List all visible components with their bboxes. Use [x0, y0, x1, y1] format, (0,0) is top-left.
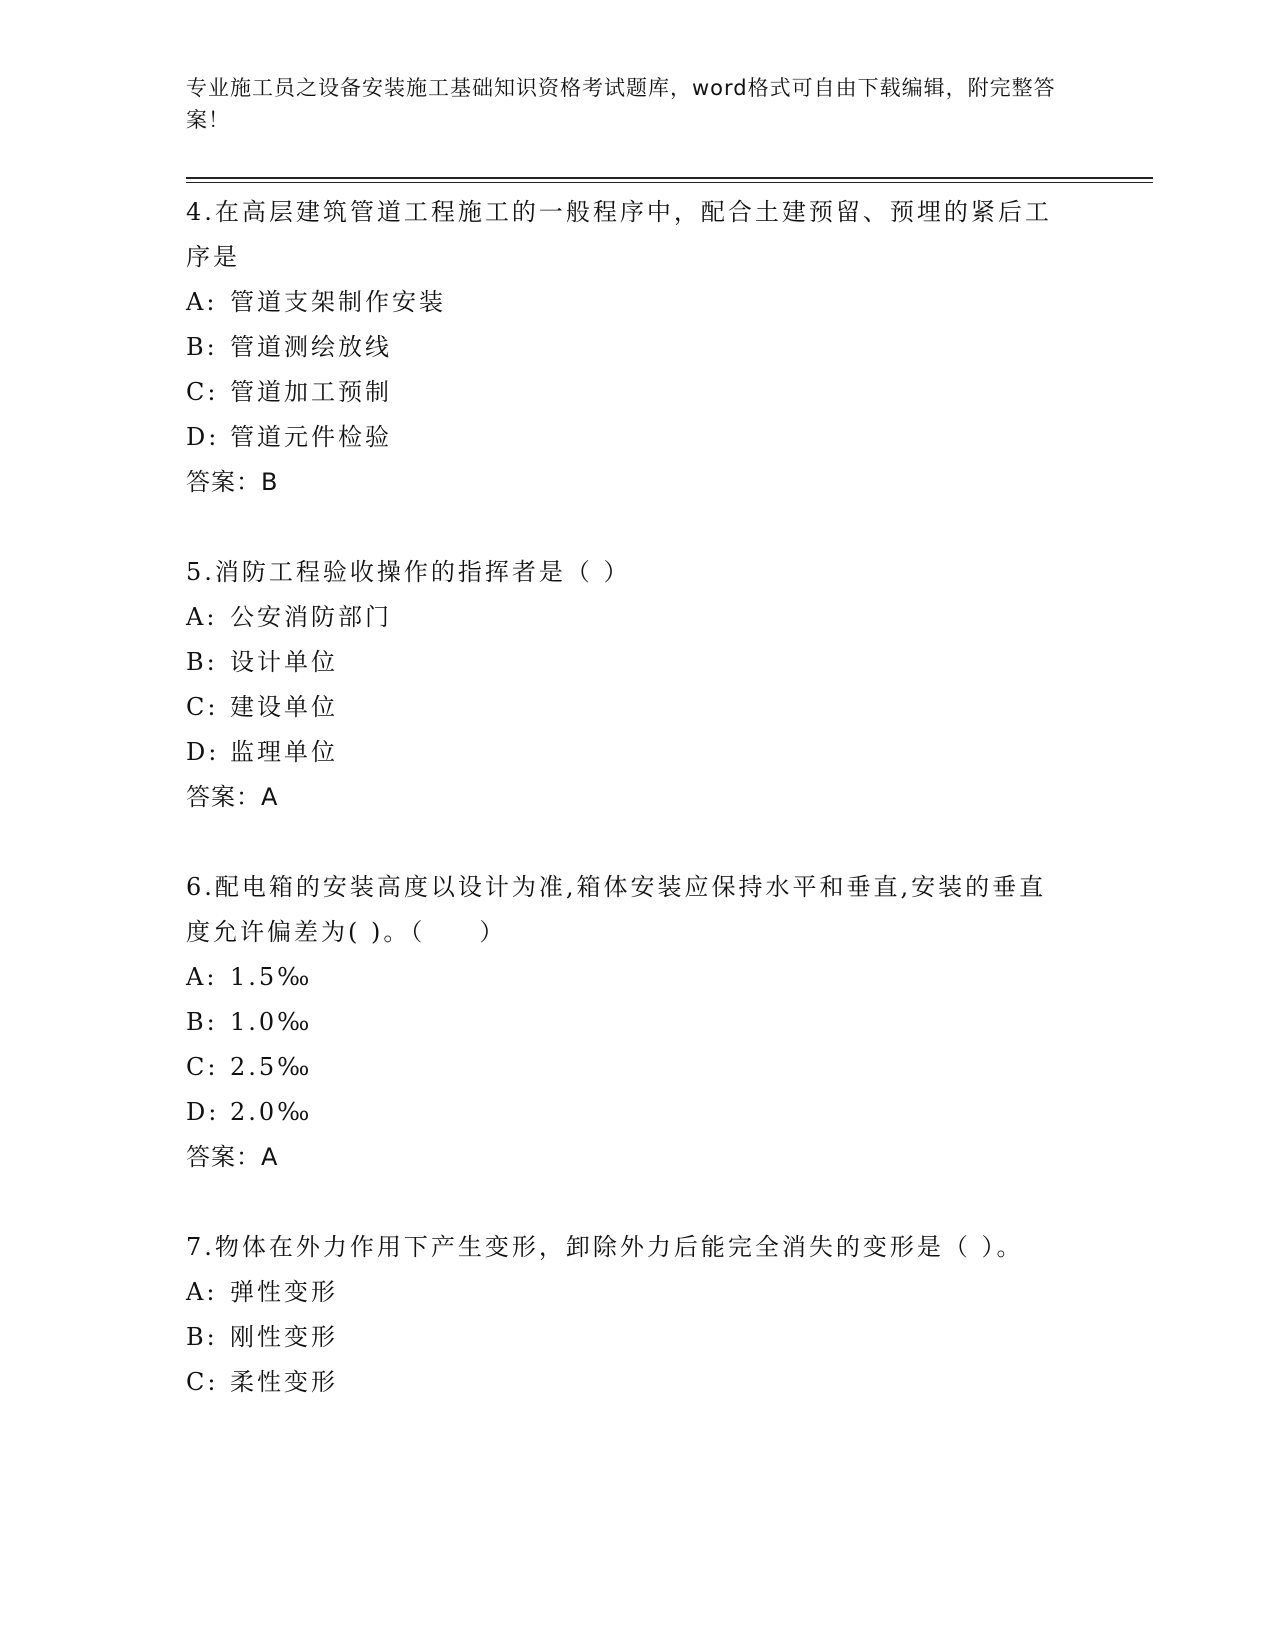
option-letter: D:	[186, 1098, 220, 1126]
option-text: 管道加工预制	[230, 378, 392, 406]
option-letter: C:	[186, 1053, 219, 1081]
option-text: 建设单位	[230, 693, 338, 721]
option-text: 刚性变形	[230, 1323, 338, 1351]
option-letter: B:	[186, 1008, 218, 1036]
option-text: 2.0‰	[230, 1098, 313, 1126]
option-letter: B:	[186, 648, 218, 676]
option-c	[186, 1360, 1086, 1405]
option-d	[186, 415, 1086, 460]
option-letter: B:	[186, 333, 218, 361]
option-c	[186, 685, 1086, 730]
option-text: 2.5‰	[230, 1053, 313, 1081]
question-stem: 4.在高层建筑管道工程施工的一般程序中，配合土建预留、预埋的紧后工序是	[186, 198, 1052, 271]
option-text: 1.0‰	[230, 1008, 313, 1036]
option-letter: A:	[186, 963, 218, 991]
option-text: 公安消防部门	[230, 603, 392, 631]
option-a	[186, 595, 1086, 640]
option-letter: B:	[186, 1323, 218, 1351]
question-6	[186, 865, 1086, 1180]
header-divider-thick	[186, 177, 1153, 179]
option-letter: A:	[186, 603, 218, 631]
question-stem: 5.消防工程验收操作的指挥者是（ ）	[186, 558, 631, 586]
answer-line: 答案：B	[186, 468, 279, 496]
option-text: 弹性变形	[230, 1278, 338, 1306]
option-letter: A:	[186, 288, 218, 316]
option-text: 管道测绘放线	[230, 333, 392, 361]
question-7	[186, 1225, 1086, 1405]
option-a	[186, 955, 1086, 1000]
question-list	[186, 190, 1086, 1450]
question-4	[186, 190, 1086, 505]
option-a	[186, 1270, 1086, 1315]
option-b	[186, 1315, 1086, 1360]
option-letter: D:	[186, 738, 220, 766]
option-d	[186, 730, 1086, 775]
page-header: 专业施工员之设备安装施工基础知识资格考试题库，word格式可自由下载编辑，附完整答案！	[186, 76, 1056, 132]
question-stem: 7.物体在外力作用下产生变形，卸除外力后能完全消失的变形是（ ）。	[186, 1233, 1024, 1261]
option-letter: D:	[186, 423, 220, 451]
option-text: 柔性变形	[230, 1368, 338, 1396]
option-letter: C:	[186, 378, 219, 406]
option-b	[186, 640, 1086, 685]
option-text: 设计单位	[230, 648, 338, 676]
option-text: 监理单位	[230, 738, 338, 766]
option-d	[186, 1090, 1086, 1135]
question-5	[186, 550, 1086, 820]
header-divider-thin	[186, 182, 1153, 183]
question-stem: 6.配电箱的安装高度以设计为准,箱体安装应保持水平和垂直,安装的垂直度允许偏差为( )。（ ）	[186, 873, 1047, 946]
option-text: 1.5‰	[230, 963, 313, 991]
option-text: 管道支架制作安装	[230, 288, 446, 316]
answer-line: 答案：A	[186, 1143, 279, 1171]
option-letter: C:	[186, 693, 219, 721]
answer-line: 答案：A	[186, 783, 279, 811]
option-letter: A:	[186, 1278, 218, 1306]
option-b	[186, 1000, 1086, 1045]
option-a	[186, 280, 1086, 325]
option-text: 管道元件检验	[230, 423, 392, 451]
option-b	[186, 325, 1086, 370]
option-c	[186, 1045, 1086, 1090]
option-letter: C:	[186, 1368, 219, 1396]
option-c	[186, 370, 1086, 415]
